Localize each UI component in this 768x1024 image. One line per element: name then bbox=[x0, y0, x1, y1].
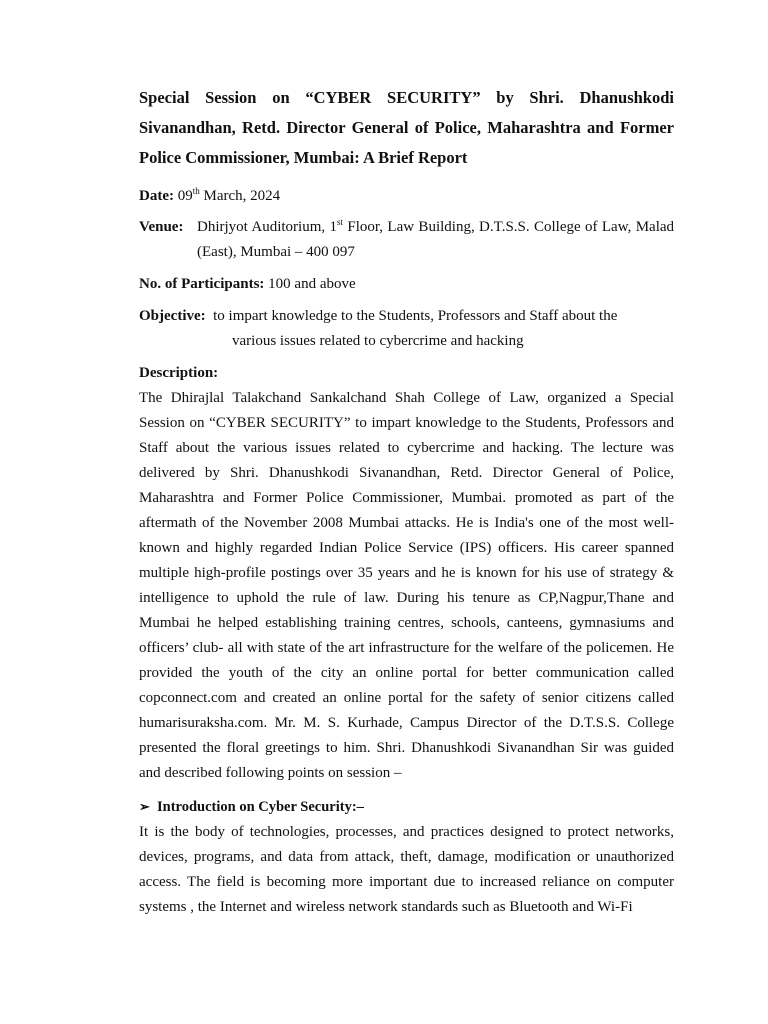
date-row bbox=[139, 184, 674, 209]
arrow-bullet-icon: ➢ bbox=[139, 799, 150, 814]
objective-line2: various issues related to cybercrime and hacking bbox=[232, 333, 524, 349]
venue-line1-a: Dhirjyot Auditorium, 1 bbox=[197, 219, 337, 235]
participants-row bbox=[139, 272, 674, 297]
venue-row bbox=[139, 215, 674, 265]
venue-floor-suffix: st bbox=[337, 217, 344, 227]
report-page bbox=[139, 83, 674, 920]
date-label: Date: bbox=[139, 188, 174, 204]
objective-line1: to impart knowledge to the Students, Professors and Staff about the bbox=[213, 308, 618, 324]
venue-line1-b: Floor, Law Building, D.T.S.S. College of Law, bbox=[347, 219, 632, 235]
date-day-suffix: th bbox=[192, 186, 200, 196]
description-text: The Dhirajlal Talakchand Sankalchand Shah College of Law, organized a Special Session on “CYBER SECURITY” to impart knowledge to the Students, Professors and Staff about the various issues related to cybercrime and hacking. The lecture was delivered by Shri. Dhanushkodi Sivanandhan, Retd. Director General of Police, Maharashtra and Former Police Commissioner, Mumbai. promoted as part of the aftermath of the November 2008 Mumbai attacks. He is India's one of the most well-known and highly regarded Indian Police Service (IPS) officers. His career spanned multiple high-profile postings over 35 years and he is known for his use of strategy & intelligence to uphold the rule of law. During his tenure as CP,Nagpur,Thane and Mumbai he helped establishing training centres, schools, canteens, gymnasiums and officers’ club- all with state of the art infrastructure for the welfare of the policemen. He provided the youth of the city an online portal for better communication called copconnect.com and created an online portal for the safety of senior citizens called humarisuraksha.com. Mr. M. S. Kurhade, Campus Director of the D.T.S.S. College presented the floral greetings to him. Shri. Dhanushkodi Sivanandhan Sir was guided and described following points on session – bbox=[139, 390, 674, 781]
report-title: Special Session on “CYBER SECURITY” by Shri. Dhanushkodi Sivanandhan, Retd. Director General of Police, Maharashtra and Former Police Commissioner, Mumbai: A Brief Report bbox=[139, 88, 674, 167]
venue-value bbox=[197, 215, 674, 265]
participants-label: No. of Participants: bbox=[139, 276, 265, 292]
section-text: It is the body of technologies, processes, and practices designed to protect networks, devices, programs, and data from attack, theft, damage, modification or unauthorized access. The field is becoming more important due to increased reliance on computer systems , the Internet and wireless network standards such as Bluetooth and Wi-Fi bbox=[139, 824, 674, 915]
date-day: 09 bbox=[177, 188, 193, 204]
objective-row bbox=[139, 304, 674, 354]
section-heading-row bbox=[139, 794, 674, 820]
section-heading: Introduction on Cyber Security:– bbox=[157, 799, 364, 815]
participants-value: 100 and above bbox=[268, 276, 356, 292]
objective-label: Objective: bbox=[139, 308, 206, 324]
description-heading: Description: bbox=[139, 365, 219, 381]
venue-line2: Malad (East), Mumbai – 400 097 bbox=[197, 219, 675, 260]
venue-label: Venue: bbox=[139, 219, 184, 235]
date-rest: March, 2024 bbox=[203, 188, 281, 204]
